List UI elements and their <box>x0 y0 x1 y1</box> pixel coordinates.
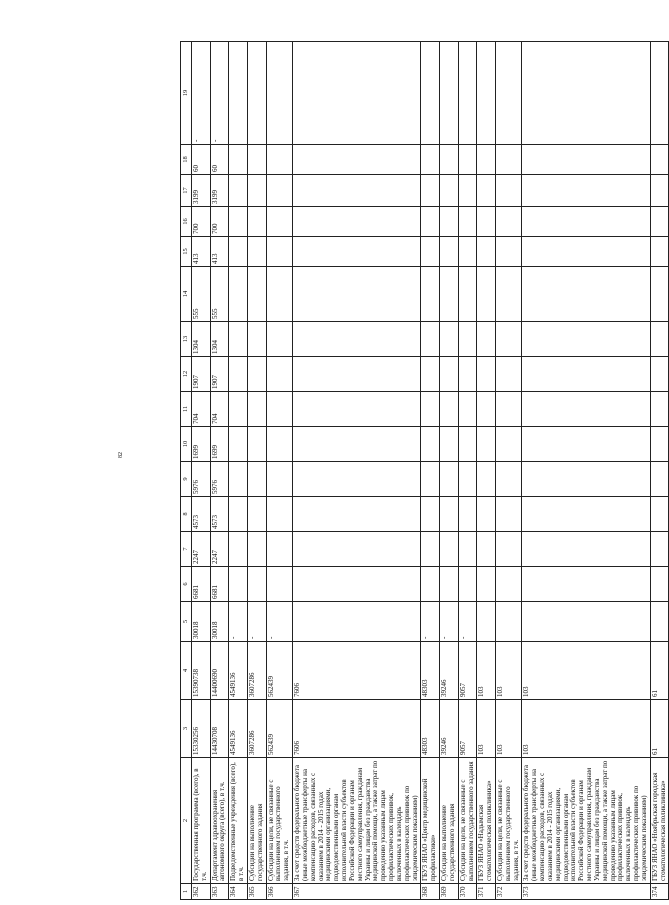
row-number-cell: 364 <box>229 884 248 900</box>
value-cell: 1907 <box>192 357 211 392</box>
value-cell <box>421 145 440 175</box>
value-cell <box>495 175 521 207</box>
value-cell <box>458 497 477 532</box>
value-cell <box>440 427 459 462</box>
column-number-header: 10 <box>181 427 192 462</box>
column-number-header: 8 <box>181 497 192 532</box>
item-name-cell: Субсидии на выполнение государственного задания <box>440 758 459 884</box>
value-cell <box>440 497 459 532</box>
value-cell: 5976 <box>210 462 229 497</box>
value-cell <box>421 532 440 567</box>
value-cell: 1699 <box>192 427 211 462</box>
value-cell <box>247 145 266 175</box>
column-number-header: 2 <box>181 758 192 884</box>
column-number-header: 9 <box>181 462 192 497</box>
value-cell: 48303 <box>421 642 440 700</box>
value-cell <box>458 532 477 567</box>
value-cell: 15390738 <box>192 642 211 700</box>
row-number-cell: 371 <box>477 884 496 900</box>
row-number-cell: 368 <box>421 884 440 900</box>
value-cell: 103 <box>477 642 496 700</box>
value-cell <box>440 322 459 357</box>
value-cell <box>229 207 248 237</box>
value-cell <box>421 237 440 267</box>
value-cell: 103 <box>522 700 650 758</box>
value-cell: 555 <box>192 267 211 322</box>
row-number-cell: 366 <box>266 884 292 900</box>
value-cell <box>247 207 266 237</box>
value-cell: 15330256 <box>192 700 211 758</box>
column-number-header: 7 <box>181 532 192 567</box>
value-cell <box>440 237 459 267</box>
column-number-header: 6 <box>181 567 192 602</box>
value-cell: 4549136 <box>229 642 248 700</box>
value-cell <box>458 357 477 392</box>
value-cell <box>440 267 459 322</box>
value-cell <box>247 42 266 145</box>
row-number-cell: 369 <box>440 884 459 900</box>
value-cell: 4573 <box>210 497 229 532</box>
value-cell <box>440 175 459 207</box>
value-cell <box>247 392 266 427</box>
item-name-cell: Субсидии на цели, не связанные с выполнением государственного задания, в т.ч. <box>495 758 521 884</box>
value-cell <box>440 462 459 497</box>
value-cell: - <box>440 602 459 642</box>
value-cell <box>247 567 266 602</box>
value-cell <box>477 462 496 497</box>
value-cell <box>495 237 521 267</box>
value-cell: 103 <box>522 642 650 700</box>
value-cell: 3607286 <box>247 700 266 758</box>
table-row <box>495 42 521 900</box>
item-name-cell: Субсидии на цели, не связанные с выполнением государственного задания, в т.ч. <box>266 758 292 884</box>
value-cell: 60 <box>192 145 211 175</box>
value-cell <box>266 532 292 567</box>
column-number-header: 13 <box>181 322 192 357</box>
table-row <box>247 42 266 900</box>
value-cell <box>247 237 266 267</box>
value-cell <box>477 267 496 322</box>
value-cell <box>421 267 440 322</box>
value-cell <box>522 42 650 145</box>
value-cell <box>266 207 292 237</box>
value-cell: 413 <box>210 237 229 267</box>
item-name-cell: ГБУЗ ЯНАО «Центр медицинской профилактики» <box>421 758 440 884</box>
value-cell: - <box>247 602 266 642</box>
value-cell <box>293 567 421 602</box>
table-row <box>650 42 669 900</box>
value-cell <box>477 532 496 567</box>
value-cell <box>229 175 248 207</box>
value-cell <box>421 462 440 497</box>
value-cell: 2247 <box>210 532 229 567</box>
value-cell <box>495 462 521 497</box>
value-cell: 61 <box>650 700 669 758</box>
value-cell <box>266 175 292 207</box>
value-cell <box>293 42 421 145</box>
value-cell <box>458 237 477 267</box>
row-number-cell: 372 <box>495 884 521 900</box>
value-cell <box>458 145 477 175</box>
value-cell <box>477 427 496 462</box>
column-number-header: 3 <box>181 700 192 758</box>
column-number-header: 18 <box>181 145 192 175</box>
value-cell: 562439 <box>266 642 292 700</box>
value-cell <box>458 322 477 357</box>
value-cell <box>421 497 440 532</box>
value-cell: 7606 <box>293 700 421 758</box>
value-cell: 14430708 <box>210 700 229 758</box>
value-cell <box>477 175 496 207</box>
value-cell <box>293 427 421 462</box>
value-cell: 1304 <box>210 322 229 357</box>
value-cell <box>650 462 669 497</box>
table-row <box>477 42 496 900</box>
item-name-cell: Субсидии на выполнение государственного задания <box>247 758 266 884</box>
value-cell: 103 <box>477 700 496 758</box>
value-cell <box>229 357 248 392</box>
value-cell <box>522 237 650 267</box>
value-cell: 30018 <box>210 602 229 642</box>
value-cell <box>293 207 421 237</box>
value-cell <box>266 567 292 602</box>
value-cell <box>440 392 459 427</box>
value-cell: - <box>266 602 292 642</box>
value-cell <box>229 322 248 357</box>
value-cell <box>477 42 496 145</box>
row-number-cell: 374 <box>650 884 669 900</box>
page-number: 82 <box>118 452 124 458</box>
value-cell <box>229 462 248 497</box>
table-row <box>421 42 440 900</box>
value-cell <box>229 267 248 322</box>
value-cell <box>266 42 292 145</box>
value-cell <box>650 267 669 322</box>
column-number-header: 4 <box>181 642 192 700</box>
value-cell <box>247 462 266 497</box>
value-cell <box>650 567 669 602</box>
value-cell: 3607286 <box>247 642 266 700</box>
value-cell <box>229 145 248 175</box>
value-cell <box>229 532 248 567</box>
value-cell <box>522 267 650 322</box>
value-cell <box>495 497 521 532</box>
value-cell <box>247 427 266 462</box>
value-cell <box>266 497 292 532</box>
value-cell <box>522 462 650 497</box>
value-cell <box>650 175 669 207</box>
value-cell <box>650 392 669 427</box>
table-row <box>266 42 292 900</box>
value-cell <box>650 207 669 237</box>
value-cell <box>421 392 440 427</box>
value-cell <box>495 357 521 392</box>
value-cell <box>522 207 650 237</box>
value-cell: 39246 <box>440 642 459 700</box>
value-cell <box>266 267 292 322</box>
item-name-cell: Департамент здравоохранения автономного округа (всего), в т.ч. <box>210 758 229 884</box>
value-cell <box>266 462 292 497</box>
value-cell <box>650 42 669 145</box>
value-cell: 9057 <box>458 642 477 700</box>
value-cell <box>495 322 521 357</box>
value-cell <box>266 145 292 175</box>
value-cell <box>440 357 459 392</box>
value-cell: 103 <box>495 700 521 758</box>
value-cell: 555 <box>210 267 229 322</box>
value-cell <box>495 267 521 322</box>
value-cell <box>293 532 421 567</box>
value-cell <box>293 392 421 427</box>
value-cell <box>495 567 521 602</box>
value-cell <box>477 497 496 532</box>
value-cell <box>293 175 421 207</box>
table-row <box>522 42 650 900</box>
value-cell: 6681 <box>210 567 229 602</box>
value-cell <box>477 237 496 267</box>
value-cell <box>495 602 521 642</box>
value-cell: 1699 <box>210 427 229 462</box>
column-number-header: 12 <box>181 357 192 392</box>
value-cell <box>522 145 650 175</box>
value-cell <box>458 567 477 602</box>
table-row <box>458 42 477 900</box>
value-cell: - <box>192 42 211 145</box>
value-cell <box>477 392 496 427</box>
row-number-cell: 370 <box>458 884 477 900</box>
value-cell <box>650 427 669 462</box>
value-cell: 5976 <box>192 462 211 497</box>
value-cell <box>458 42 477 145</box>
value-cell: 14400690 <box>210 642 229 700</box>
value-cell <box>477 602 496 642</box>
value-cell: 562439 <box>266 700 292 758</box>
value-cell: 413 <box>192 237 211 267</box>
value-cell <box>440 207 459 237</box>
row-number-cell: 362 <box>192 884 211 900</box>
value-cell: 4573 <box>192 497 211 532</box>
value-cell <box>247 322 266 357</box>
column-number-header: 1 <box>181 884 192 900</box>
value-cell <box>522 357 650 392</box>
table-row <box>229 42 248 900</box>
value-cell <box>522 532 650 567</box>
value-cell <box>247 267 266 322</box>
value-cell <box>421 427 440 462</box>
value-cell <box>293 497 421 532</box>
value-cell: 704 <box>210 392 229 427</box>
value-cell <box>458 462 477 497</box>
value-cell <box>650 357 669 392</box>
value-cell: 3199 <box>192 175 211 207</box>
value-cell: 9057 <box>458 700 477 758</box>
value-cell <box>522 392 650 427</box>
item-name-cell: За счет средств федерального бюджета (иные межбюджетные трансферты на компенсацию расходов, связанных с оказанием в 2014 - 2015 годах медицинскими организациями, подведомственными органам исполнительной власти субъектов Российской Федерации и органам местного самоуправления, гражданам Украины и лицам без гражданства медицинской помощи, а также затрат по проведению указанным лицам профилактических прививок, включенных в календарь профилактических прививок по эпидемическим показаниям) <box>522 758 650 884</box>
value-cell <box>650 322 669 357</box>
value-cell <box>229 427 248 462</box>
value-cell: 6681 <box>192 567 211 602</box>
value-cell <box>458 207 477 237</box>
row-number-cell: 365 <box>247 884 266 900</box>
row-number-cell: 363 <box>210 884 229 900</box>
value-cell <box>522 497 650 532</box>
value-cell <box>522 427 650 462</box>
value-cell <box>458 392 477 427</box>
value-cell <box>522 322 650 357</box>
value-cell: 1304 <box>192 322 211 357</box>
value-cell <box>440 42 459 145</box>
item-name-cell: Субсидии на цели, не связанные с выполнением государственного задания <box>458 758 477 884</box>
value-cell <box>293 602 421 642</box>
value-cell <box>522 175 650 207</box>
value-cell: 4549136 <box>229 700 248 758</box>
value-cell <box>229 392 248 427</box>
column-number-header: 17 <box>181 175 192 207</box>
column-number-header: 5 <box>181 602 192 642</box>
value-cell: 700 <box>192 207 211 237</box>
value-cell <box>421 42 440 145</box>
value-cell <box>650 145 669 175</box>
value-cell <box>293 267 421 322</box>
item-name-cell: ГБУЗ ЯНАО «Ноябрьская городская стоматологическая поликлиника» <box>650 758 669 884</box>
column-number-header: 16 <box>181 207 192 237</box>
value-cell <box>293 145 421 175</box>
value-cell: 7606 <box>293 642 421 700</box>
value-cell <box>495 532 521 567</box>
item-name-cell: Государственная программа (всего), в т.ч. <box>192 758 211 884</box>
value-cell <box>266 357 292 392</box>
value-cell: 48303 <box>421 700 440 758</box>
value-cell <box>266 237 292 267</box>
value-cell <box>293 462 421 497</box>
value-cell <box>247 497 266 532</box>
item-name-cell: За счет средств федерального бюджета (иные межбюджетные трансферты на компенсацию расходов, связанных с оказанием в 2014 - 2015 годах медицинскими организациями, подведомственными органам исполнительной власти субъектов Российской Федерации и органам местного самоуправления, гражданам Украины и лицам без гражданства медицинской помощи, а также затрат по проведению указанным лицам профилактических прививок, включенных в календарь профилактических прививок по эпидемическим показаниям) <box>293 758 421 884</box>
value-cell <box>650 602 669 642</box>
value-cell: - <box>421 602 440 642</box>
value-cell <box>247 532 266 567</box>
value-cell <box>266 392 292 427</box>
column-number-header: 11 <box>181 392 192 427</box>
value-cell <box>293 322 421 357</box>
value-cell: 3199 <box>210 175 229 207</box>
value-cell <box>229 567 248 602</box>
value-cell <box>421 175 440 207</box>
value-cell <box>266 427 292 462</box>
value-cell <box>495 145 521 175</box>
table-row <box>440 42 459 900</box>
value-cell <box>421 207 440 237</box>
value-cell <box>522 567 650 602</box>
value-cell: 60 <box>210 145 229 175</box>
row-number-cell: 373 <box>522 884 650 900</box>
value-cell <box>650 237 669 267</box>
value-cell <box>477 145 496 175</box>
row-number-cell: 367 <box>293 884 421 900</box>
value-cell: 39246 <box>440 700 459 758</box>
value-cell: 61 <box>650 642 669 700</box>
value-cell <box>247 175 266 207</box>
value-cell: 2247 <box>192 532 211 567</box>
value-cell <box>495 42 521 145</box>
value-cell <box>458 427 477 462</box>
value-cell <box>477 357 496 392</box>
value-cell <box>229 237 248 267</box>
value-cell <box>293 357 421 392</box>
value-cell <box>421 567 440 602</box>
value-cell <box>650 497 669 532</box>
column-number-header: 14 <box>181 267 192 322</box>
value-cell <box>477 567 496 602</box>
value-cell: - <box>458 602 477 642</box>
value-cell <box>495 392 521 427</box>
value-cell <box>247 357 266 392</box>
value-cell: 704 <box>192 392 211 427</box>
value-cell <box>421 322 440 357</box>
value-cell <box>266 322 292 357</box>
value-cell: - <box>229 602 248 642</box>
value-cell <box>458 267 477 322</box>
value-cell <box>477 207 496 237</box>
value-cell: 103 <box>495 642 521 700</box>
value-cell <box>229 42 248 145</box>
item-name-cell: ГБУЗ ЯНАО «Надымская стоматологическая поликлиника» <box>477 758 496 884</box>
value-cell: - <box>210 42 229 145</box>
value-cell: 700 <box>210 207 229 237</box>
item-name-cell: Подведомственные учреждения (всего), в т.ч. <box>229 758 248 884</box>
value-cell <box>440 567 459 602</box>
table-header-row <box>181 42 192 900</box>
value-cell <box>495 427 521 462</box>
budget-table <box>180 41 669 900</box>
value-cell <box>229 497 248 532</box>
table-row <box>210 42 229 900</box>
value-cell <box>293 237 421 267</box>
value-cell <box>650 532 669 567</box>
value-cell <box>440 145 459 175</box>
value-cell <box>421 357 440 392</box>
value-cell: 1907 <box>210 357 229 392</box>
value-cell: 30018 <box>192 602 211 642</box>
value-cell <box>458 175 477 207</box>
value-cell <box>522 602 650 642</box>
table-row <box>293 42 421 900</box>
value-cell <box>477 322 496 357</box>
table-row <box>192 42 211 900</box>
column-number-header: 19 <box>181 42 192 145</box>
column-number-header: 15 <box>181 237 192 267</box>
value-cell <box>495 207 521 237</box>
value-cell <box>440 532 459 567</box>
